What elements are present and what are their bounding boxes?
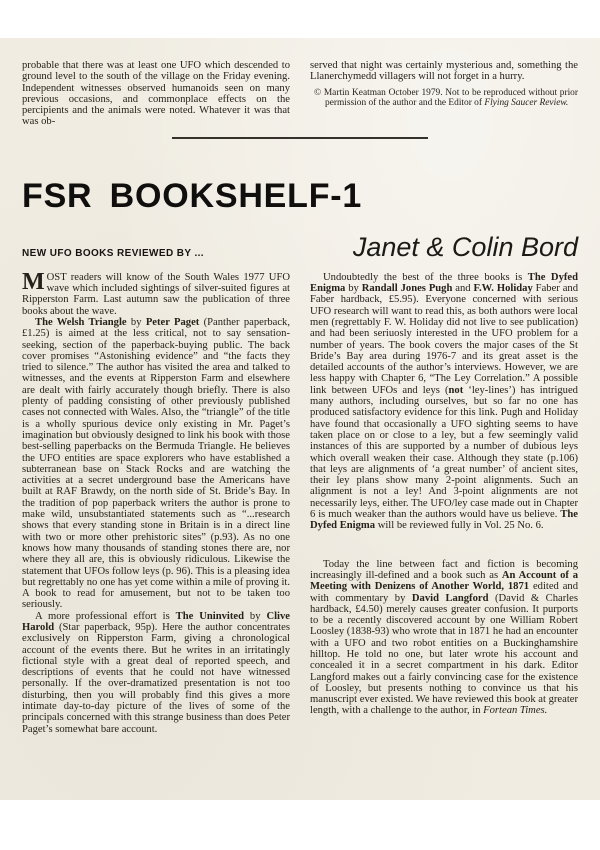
previous-article-end: [22, 60, 578, 128]
review-paragraph-welsh-wave-intro: MOST readers will know of the South Wales 1977 UFO wave which included sightings of silver-suited figures at Ripperston Farm. Last autumn saw the publication of three books about the wave.: [22, 268, 290, 317]
review-paragraph-denizens-another-world: Today the line between fact and fiction is becoming increasingly ill-defined and a book such as An Account of a Meeting with Denizens of Another World, 1871 edited and with commentary by David Langford (David & Charles hardback, £4.50) merely causes greater confusion. It purports to be a recently discovered account by one William Robert Loosley (1838-93) who wrote that in 1871 he had an encounter with a UFO and two robot entities on a Buckinghamshire hilltop. He told no one, but later wrote his account and concealed it in a secret compartment in his dark. Editor Langford makes out a fairly convincing case for the existence of Loosley, but presents nothing to convince us that his manuscript ever existed. We have reviewed this book at greater length, with a challenge to the author, in Fortean Times.: [310, 558, 579, 717]
prev-article-right-column: [310, 60, 578, 128]
byline-row: [22, 231, 578, 262]
copyright-notice: © Martin Keatman October 1979. Not to be reproduced without prior permission of the author and the Editor of Flying Saucer Review.: [314, 87, 578, 109]
prev-article-left-column: [22, 60, 290, 128]
section-divider-rule: [172, 137, 428, 139]
review-body: [22, 268, 579, 735]
review-right-column: [310, 272, 578, 735]
magazine-page: [0, 38, 600, 800]
review-paragraph-the-uninvited: A more professional effort is The Uninvited by Clive Harold (Star paperback, 95p). Here the author concentrates exclusively on Ripperston Farm, giving a chronological account of the events there. But he writes in an irritatingly fictional style with a great deal of reported speech, and descriptions of events that he could not have witnessed personally. If the over-dramatized presentation is not too disturbing, then you will probably find this gives a more intimate day-to-day picture of the lives of some of the principals concerned with this strange business than does Peter Paget’s somewhat bare account.: [22, 610, 290, 735]
article-title: FSR BOOKSHELF-1: [22, 176, 363, 215]
kicker-text: NEW UFO BOOKS REVIEWED BY ...: [22, 247, 204, 259]
byline-authors: Janet & Colin Bord: [352, 231, 578, 262]
prev-article-left-text: probable that there was at least one UFO which descended to ground level to the south of the village on the Friday evening. Independent witnesses observed humanoids seen on many previous occasions, and commonplace effects on the percipients and the animals were noted. Whatever it was that was ob-: [22, 60, 290, 128]
review-paragraph-welsh-triangle: The Welsh Triangle by Peter Paget (Panther paperback, £1.25) is aimed at the less critical, not to say sensation-seeking, section of the paperback-buying public. The back cover promises “Astonishing evidence” and “the facts they tried to silence.” The author has visited the area and talked to witnesses, and the events at Ripperston Farm and elsewhere are dealt with fairly accurately though briefly. There is also plenty of padding consisting of other previously published cases not connected with Wales. Also, the “triangle” of the title is a wholly spurious device only existing in Mr. Paget’s imagination but obviously designed to link his book with those best-selling paperbacks on the Bermuda Triangle. He believes the UFO entities are space explorers who have established a subterranean base on Stack Rocks and are watching the activities at a secret underground base the Americans have built at RAF Brawdy, on the north side of St. Bride’s Bay. In the tradition of pop paperback writers the author is prone to make wild, unsubstantiated statements such as “...research shows that every standing stone in Britain is in a direct line with two or more other prehistoric sites” (p.93). As no one knows how many thousands of standing stones there are, nor where they all are, this is obviously ridiculous. Likewise the statement that UFOs follow leys (p. 96). This is a pleasing idea but regrettably no one has yet come within a mile of proving it. A book to read for amusement, but not to be taken too seriously.: [22, 316, 291, 611]
prev-article-right-text: served that night was certainly mysterious and, something the Llanerchymedd villagers will not forget in a hurry.: [310, 60, 578, 83]
review-paragraph-dyfed-enigma: Undoubtedly the best of the three books is The Dyfed Enigma by Randall Jones Pugh and F.W. Holiday Faber and Faber hardback, £5.95). Everyone concerned with serious UFO research will want to read this, as both authors were local men (regrettably F. W. Holiday did not live to see publication) and had been seriuosly interested in the UFO problem for a number of years. The book covers the major cases of the St Bride’s Bay area during 1976-7 and its great asset is the detailed accounts of the author’s interviews. However, we are less happy with Chapter 6, “The Ley Correlation.” A possible link between UFOs and leys (not ‘ley-lines’) has intrigued many authors, including ourselves, but so far no one has produced satisfactory evidence for this link. Pugh and Holiday have found that occasionally a UFO sighting seems to have taken place on or close to a ley, but a few seemingly valid instances of this are supported by a number of dubious leys which overall weaken their case. Although they state (p.106) that leys are alignments of ‘a great number’ of ancient sites, their ley plans show many 2-point alignments. Such an alignment is not a ley! And 3-point alignments are not necessarily leys, either. The UFO/ley case made out in Chapter 6 is much weaker than the authors would have us believe. The Dyfed Enigma will be reviewed fully in Vol. 25 No. 6.: [310, 271, 579, 532]
review-left-column: [22, 268, 291, 735]
